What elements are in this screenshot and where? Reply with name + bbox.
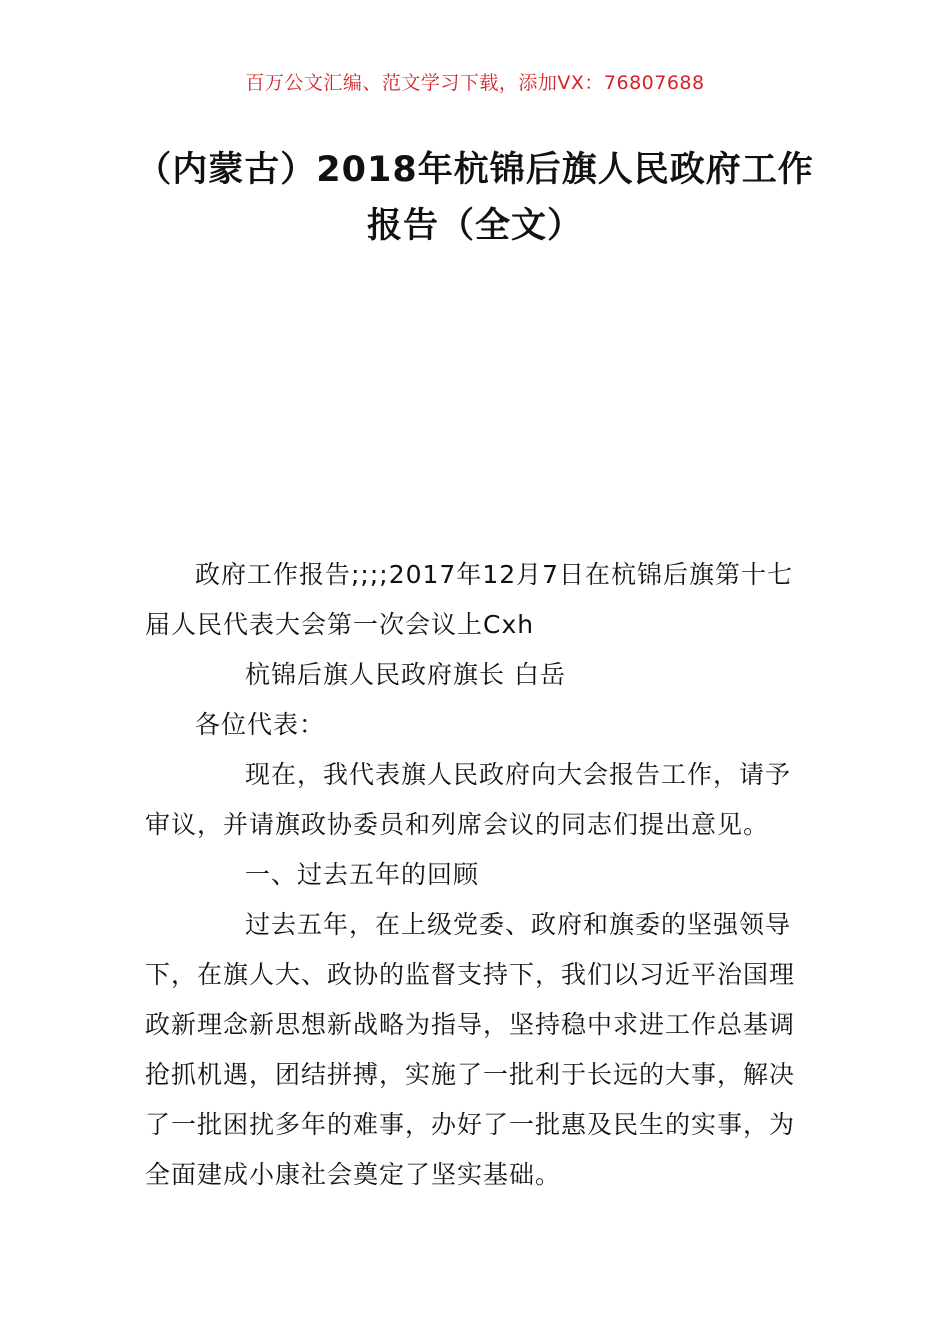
- speaker-line: 杭锦后旗人民政府旗长 白岳: [245, 660, 566, 689]
- para2-line-2: 下，在旗人大、政协的监督支持下，我们以习近平治国理: [145, 960, 796, 989]
- para2-line-3: 政新理念新思想新战略为指导，坚持稳中求进工作总基调: [145, 1010, 796, 1039]
- document-title: [110, 142, 840, 254]
- para2-line-4: 抢抓机遇，团结拼搏，实施了一批利于长远的大事，解决: [145, 1060, 796, 1089]
- para1-line-1: 现在，我代表旗人民政府向大会报告工作，请予: [245, 760, 792, 789]
- section-heading-1: 一、过去五年的回顾: [245, 860, 480, 889]
- para2-line-6: 全面建成小康社会奠定了坚实基础。: [145, 1160, 562, 1189]
- intro-line-1: 政府工作报告;;;;2017年12月7日在杭锦后旗第十七: [195, 560, 794, 589]
- para2-line-5: 了一批困扰多年的难事，办好了一批惠及民生的实事，为: [145, 1110, 796, 1139]
- title-line-2: 报告（全文）: [366, 206, 583, 246]
- title-line-1: （内蒙古）2018年杭锦后旗人民政府工作: [136, 150, 814, 190]
- intro-line-2: 届人民代表大会第一次会议上Cxh: [145, 610, 535, 639]
- salutation: 各位代表：: [195, 710, 326, 739]
- header-promo-note: 百万公文汇编、范文学习下载，添加VX：76807688: [245, 72, 705, 94]
- para2-line-1: 过去五年，在上级党委、政府和旗委的坚强领导: [245, 910, 792, 939]
- para1-line-2: 审议，并请旗政协委员和列席会议的同志们提出意见。: [145, 810, 770, 839]
